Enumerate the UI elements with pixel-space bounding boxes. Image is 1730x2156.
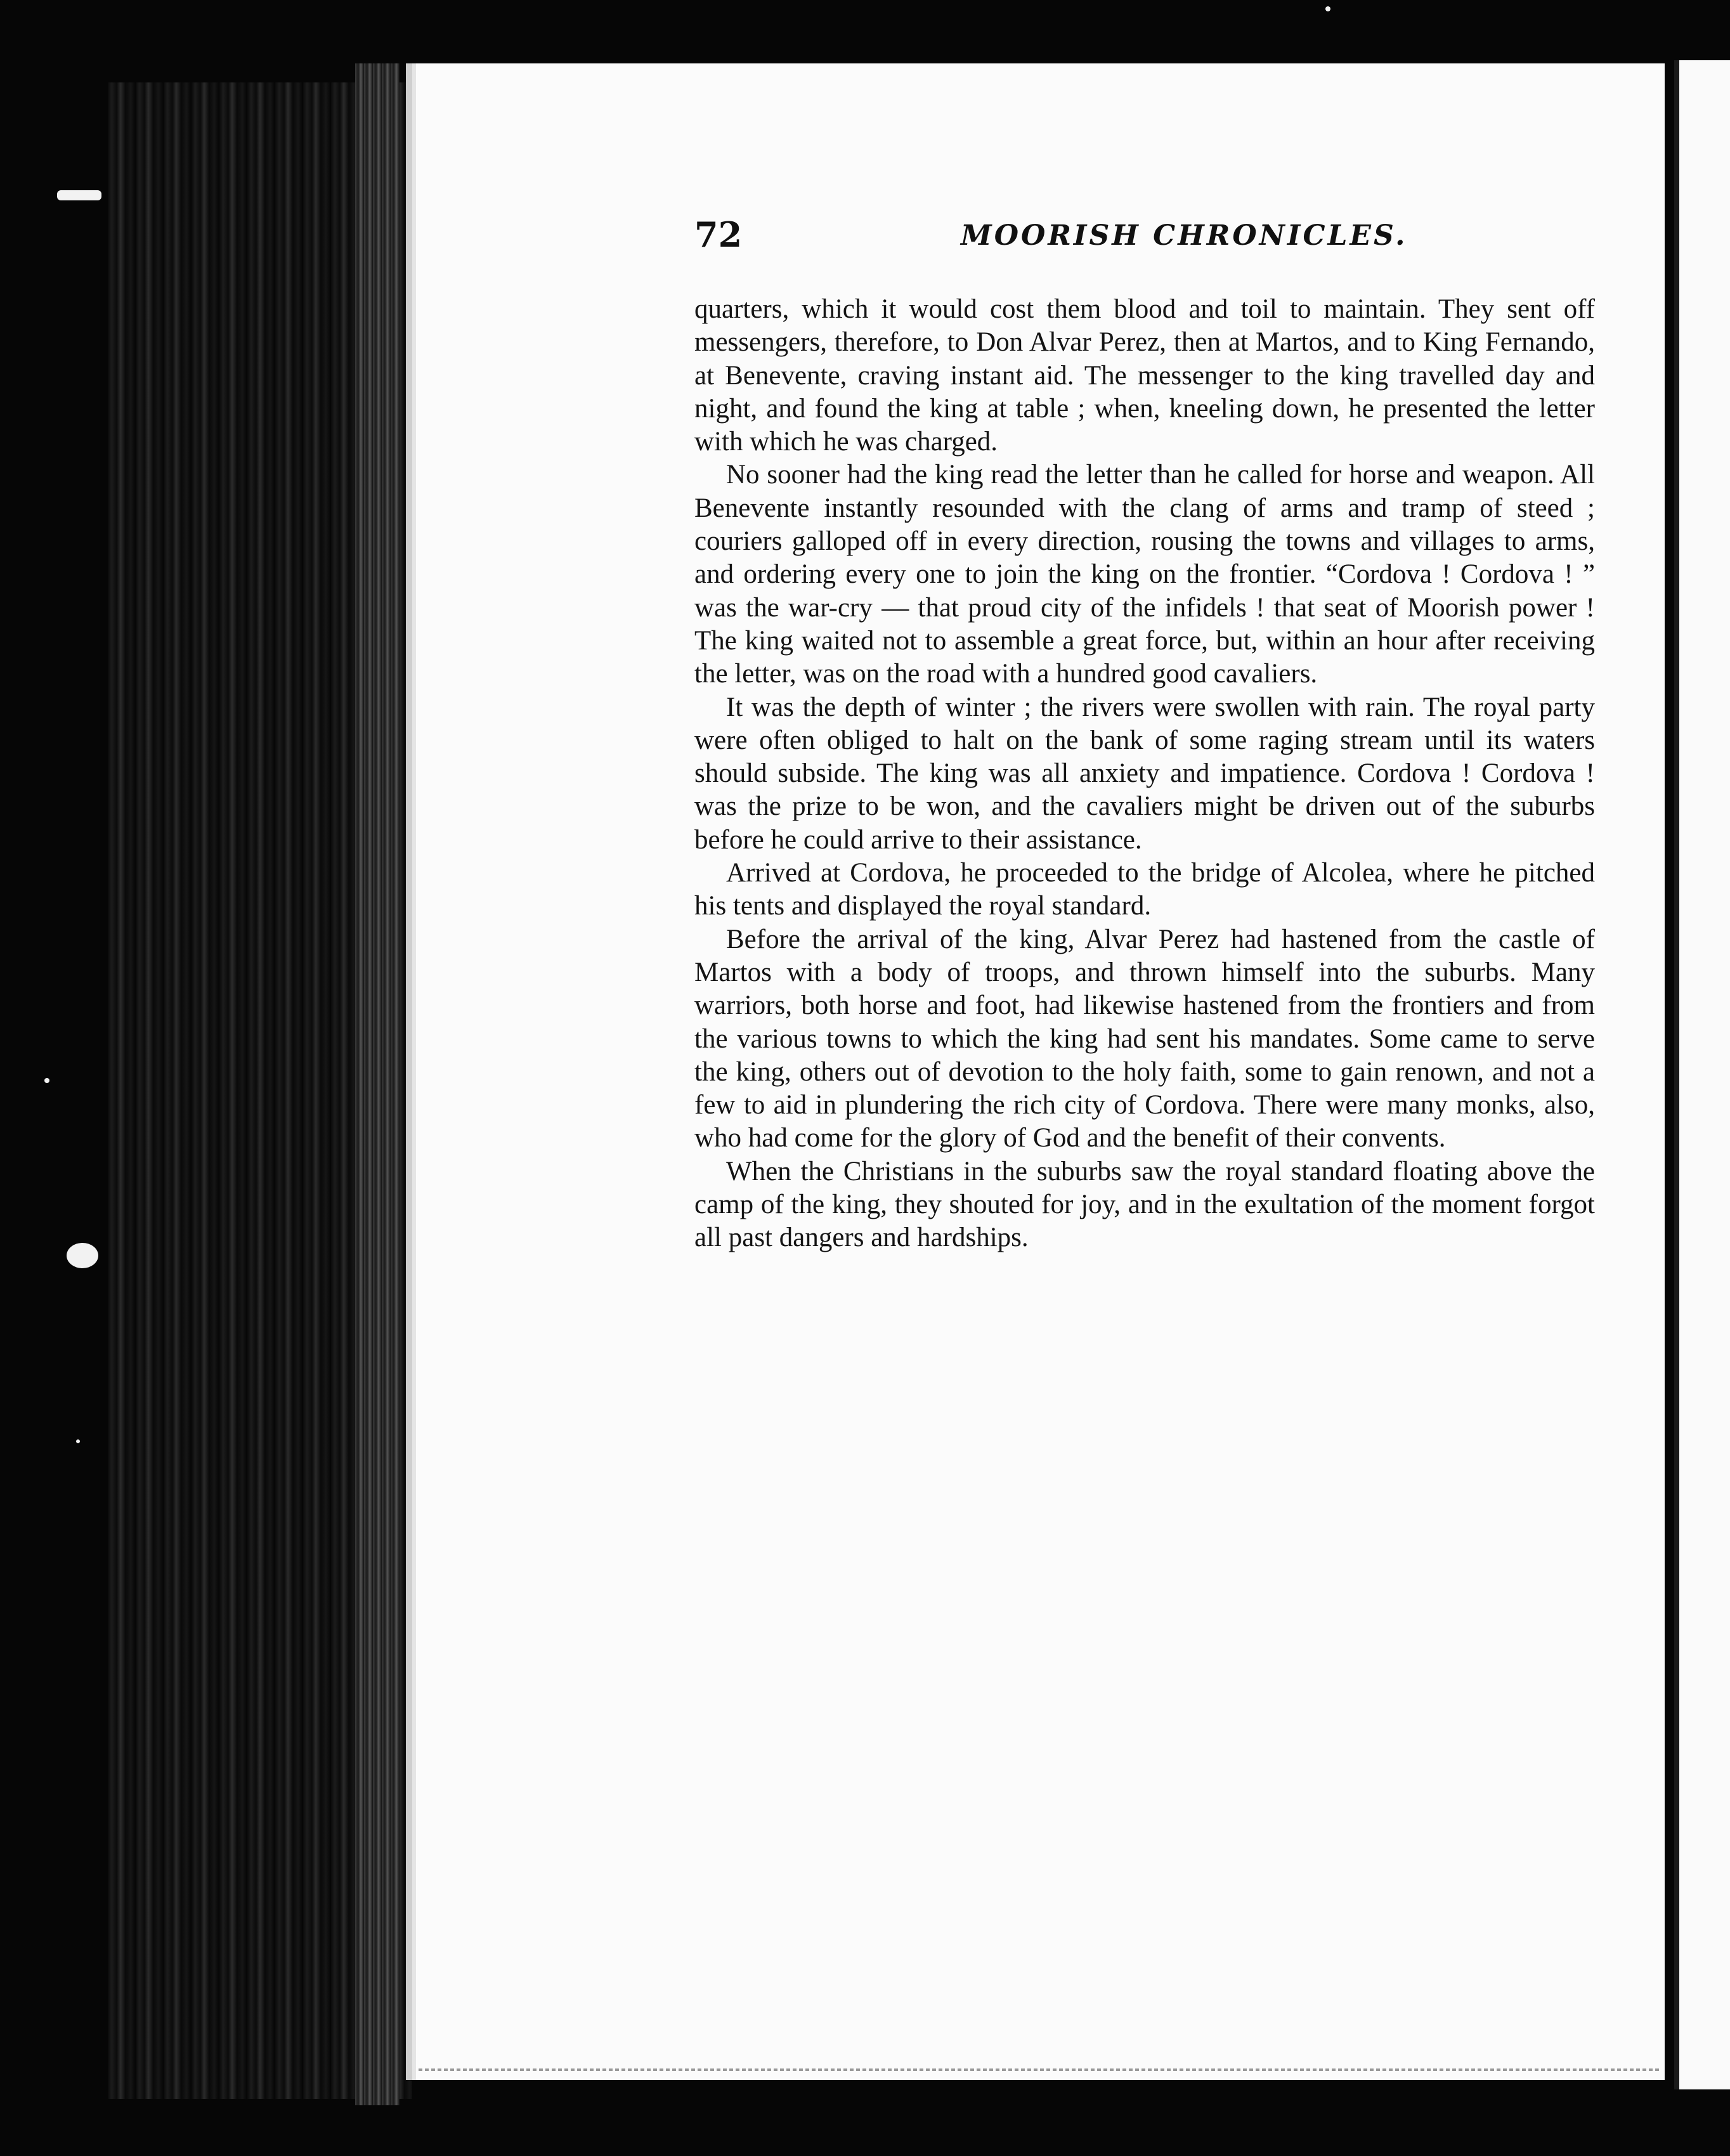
scan-speck	[76, 1439, 80, 1443]
adjacent-page-edge	[1674, 60, 1730, 2089]
page-header	[694, 214, 1595, 265]
book-gutter	[355, 63, 400, 2105]
paragraph: Arrived at Cordova, he proceeded to the bridge of Alcolea, where he pitched his tents and displayed the royal standard.	[694, 858, 1595, 921]
page-number: 72	[694, 214, 743, 255]
scan-speck	[44, 1078, 49, 1083]
body-text	[694, 293, 1595, 1255]
scan-speck	[1325, 6, 1330, 11]
scan-speck	[57, 190, 101, 200]
page-bottom-edge	[419, 2068, 1662, 2071]
paragraph: quarters, which it would cost them blood and toil to maintain. They sent off messengers, therefore, to Don Alvar Perez, then at Martos, and to King Fernando, at Benevente, craving instant aid. The messenger to the king travelled day and night, and found the king at table ; when, kneeling down, he presented the letter with which he was charged.	[694, 294, 1595, 457]
running-title: MOORISH CHRONICLES.	[961, 219, 1408, 252]
paragraph: It was the depth of winter ; the rivers were swollen with rain. The royal party were often obliged to halt on the bank of some raging stream until its waters should subside. The king was all anxiety and impatience. Cordova ! Cordova ! was the prize to be won, and the cavaliers might be driven out of the suburbs before he could arrive to their assistance.	[694, 692, 1595, 855]
paragraph: No sooner had the king read the letter than he called for horse and weapon. All Benevente instantly resounded with the clang of arms and tramp of steed ; couriers galloped off in every direction, rousing the towns and villages to arms, and ordering every one to join the king on the frontier. “Cordova ! Cordova ! ” was the war-cry — that proud city of the infidels ! that seat of Moorish power ! The king waited not to assemble a great force, but, within an hour after receiving the letter, was on the road with a hundred good cavaliers.	[694, 460, 1595, 689]
paragraph: When the Christians in the suburbs saw the royal standard floating above the camp of the king, they shouted for joy, and in the exultation of the moment forgot all past dangers and hardships.	[694, 1156, 1595, 1253]
paragraph: Before the arrival of the king, Alvar Perez had hastened from the castle of Martos with a body of troops, and thrown himself into the suburbs. Many warriors, both horse and foot, had likewise hastened from the frontiers and from the various towns to which the king had sent his mandates. Some came to serve the king, others out of devotion to the holy faith, some to gain renown, and not a few to aid in plundering the rich city of Cordova. There were many monks, also, who had come for the glory of God and the benefit of their convents.	[694, 924, 1595, 1153]
scan-speck	[67, 1243, 98, 1268]
